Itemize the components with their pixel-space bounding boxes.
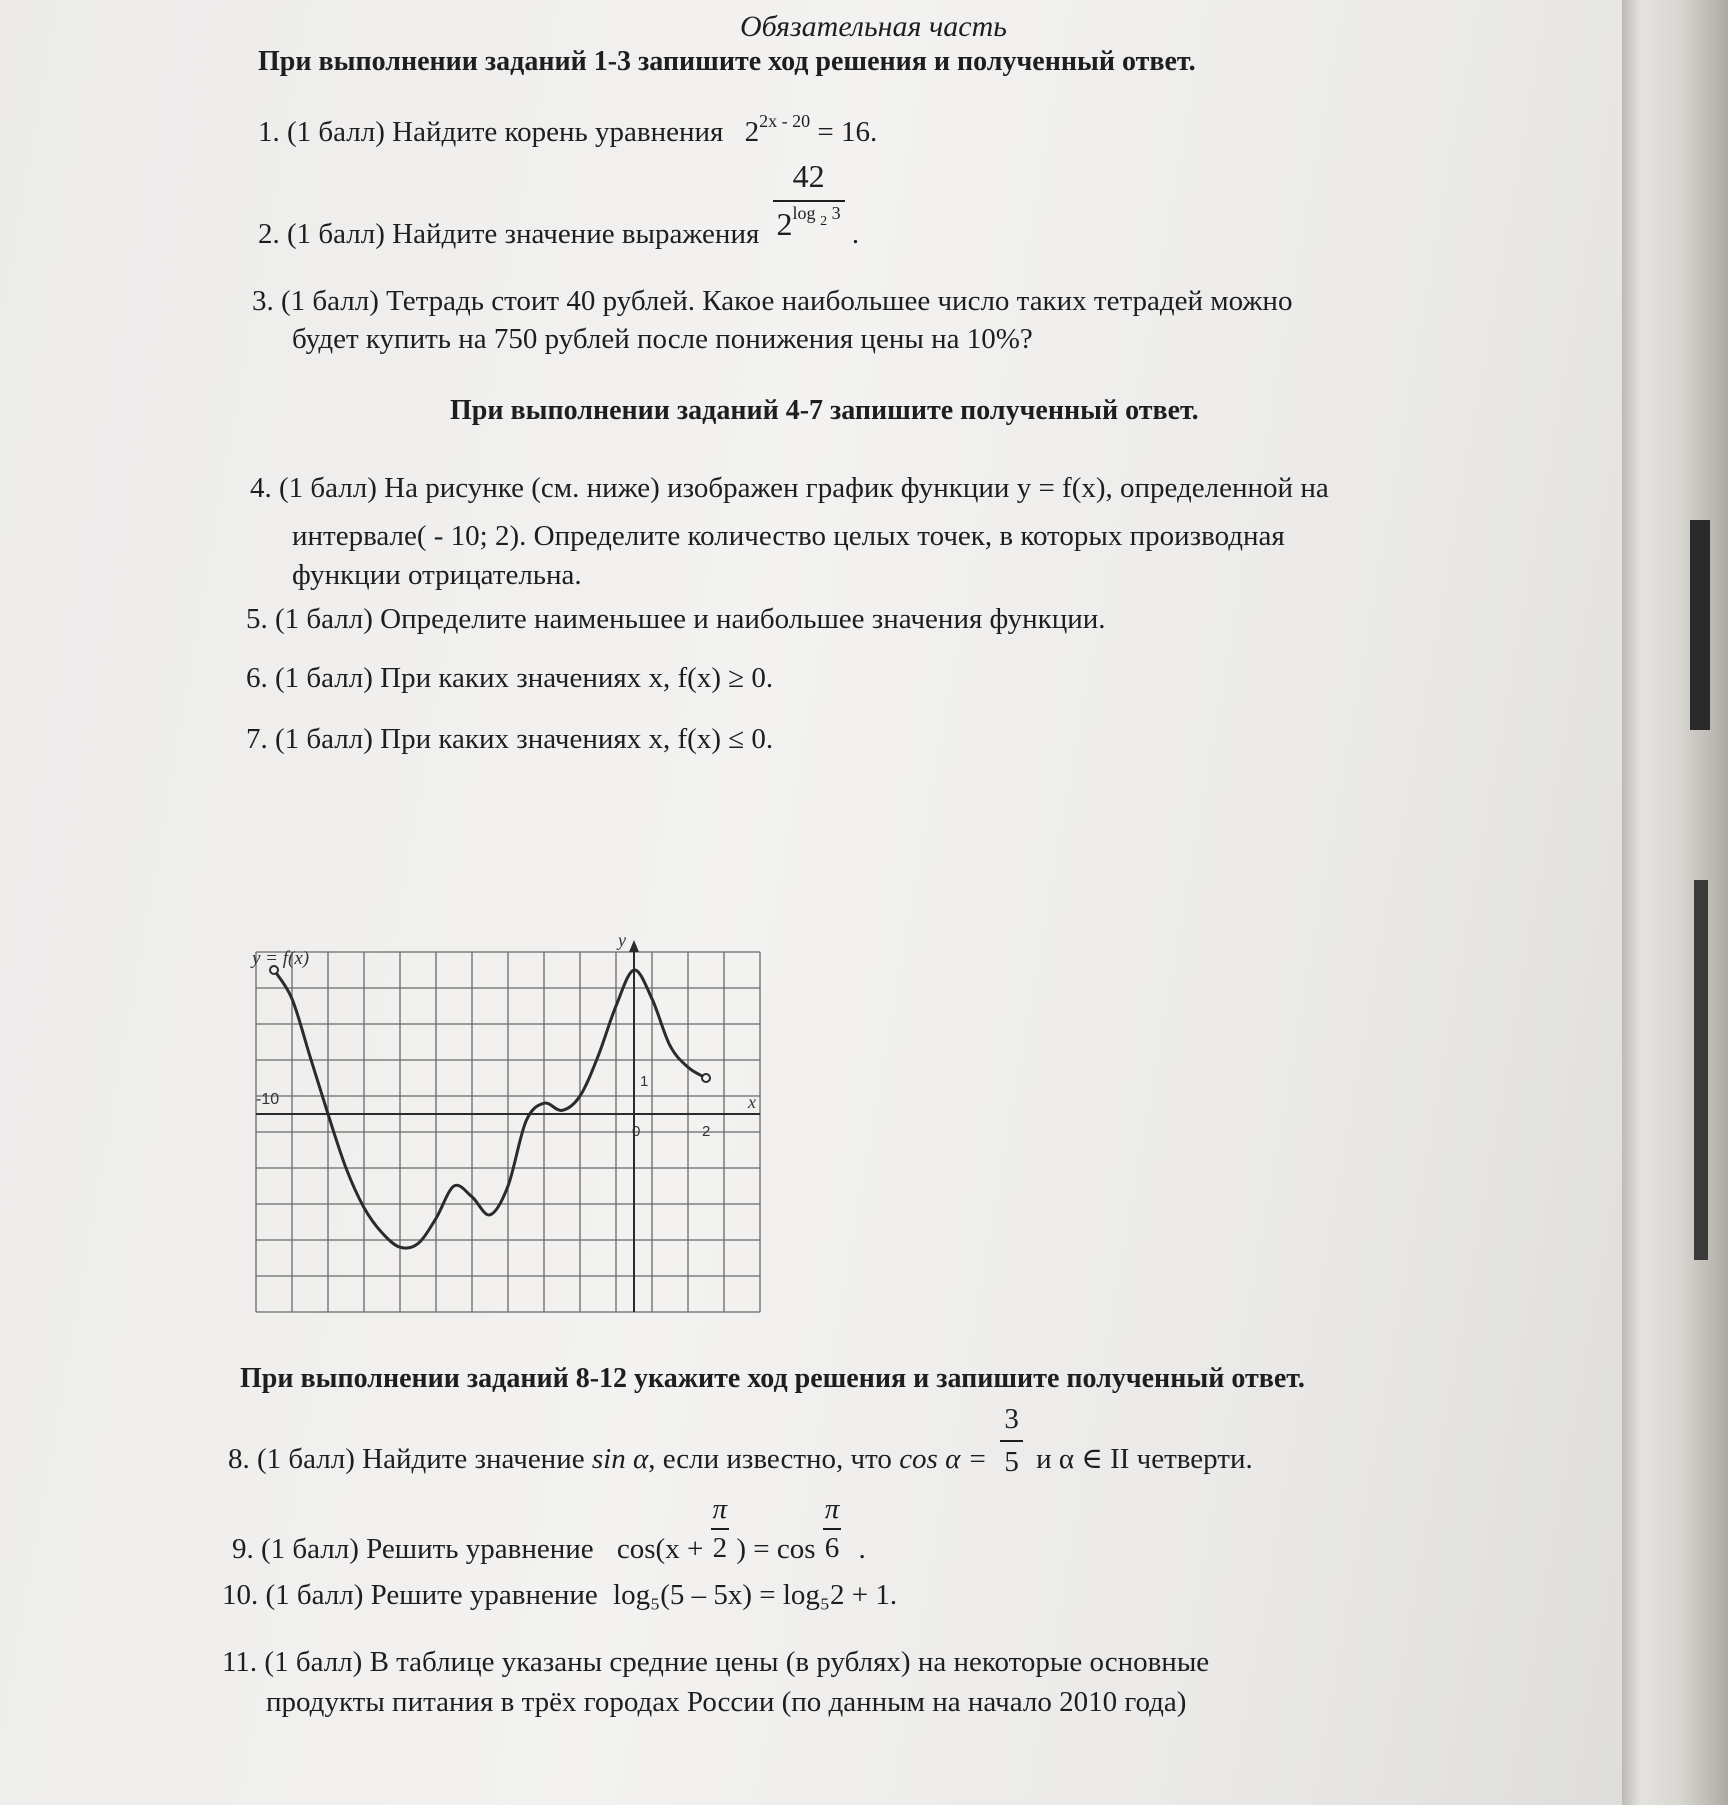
task-2-fraction <box>773 160 845 241</box>
section-title: Обязательная часть <box>740 10 1007 43</box>
task-4-line-2: интервале( - 10; 2). Определите количество целых точек, в которых производная <box>292 520 1285 552</box>
tick-label-2: 2 <box>702 1123 711 1140</box>
task-8-numerator: 3 <box>1000 1405 1023 1442</box>
function-graph <box>232 930 756 1312</box>
task-9-fraction-pi-6 <box>823 1495 842 1563</box>
tick-label-0: 0 <box>632 1123 641 1140</box>
task-10-text: 10. (1 балл) Решите уравнение <box>222 1579 598 1611</box>
instructions-1-3: При выполнении заданий 1-3 запишите ход решения и полученный ответ. <box>258 46 1196 77</box>
task-9-cos-left: cos(x + <box>616 1532 704 1565</box>
task-2-den-base: 2 <box>776 206 793 242</box>
task-2-log-base: 2 <box>820 214 828 229</box>
task-3-line-2: будет купить на 750 рублей после понижения цены на 10%? <box>292 323 1033 355</box>
instructions-4-7: При выполнении заданий 4-7 запишите полученный ответ. <box>450 395 1199 426</box>
task-2-log: log <box>792 203 816 223</box>
task-8-denominator: 5 <box>1004 1446 1019 1478</box>
task-9-fraction-pi-2 <box>711 1495 730 1563</box>
task-8-mid: , если известно, что <box>648 1442 892 1475</box>
task-10 <box>222 1581 897 1610</box>
task-9-six: 6 <box>824 1532 840 1564</box>
tick-label-minus-10: -10 <box>256 1091 280 1108</box>
task-1 <box>258 111 878 148</box>
open-endpoint-right <box>702 1074 710 1082</box>
task-9-text: 9. (1 балл) Решить уравнение <box>232 1532 594 1565</box>
tick-label-1: 1 <box>640 1073 649 1090</box>
instructions-8-12: При выполнении заданий 8-12 укажите ход решения и запишите полученный ответ. <box>240 1363 1305 1394</box>
task-11-line-2: продукты питания в трёх городах России (по данным на начало 2010 года) <box>266 1686 1187 1718</box>
graph-grid <box>256 952 760 1312</box>
y-axis-label: y <box>618 930 626 950</box>
task-2-text: 2. (1 балл) Найдите значение выражения <box>258 218 760 251</box>
task-1-base: 2 <box>744 116 760 148</box>
task-2-log-arg: 3 <box>831 203 841 223</box>
x-axis-label: x <box>748 1092 756 1112</box>
binding-edge-lower <box>1694 880 1708 1260</box>
task-4-line-1: 4. (1 балл) На рисунке (см. ниже) изображен график функции y = f(x), определенной на <box>250 472 1329 504</box>
task-1-exponent: 2x - 20 <box>759 111 811 131</box>
task-9-pi-2: π <box>823 1495 842 1530</box>
task-7: 7. (1 балл) При каких значениях x, f(x) ≤ 0. <box>246 723 774 755</box>
task-9 <box>232 1495 866 1563</box>
task-8-post: и α ∈ II четверти. <box>1036 1442 1253 1475</box>
y-axis-arrow <box>629 940 639 952</box>
task-9-end: . <box>858 1532 866 1565</box>
task-8 <box>228 1405 1253 1477</box>
task-10-equation: log₅(5 – 5x) = log₅2 + 1. <box>613 1579 898 1611</box>
task-2 <box>258 158 860 251</box>
task-9-two: 2 <box>712 1532 728 1564</box>
task-8-cos: cos α = <box>899 1442 988 1475</box>
task-8-fraction <box>1000 1405 1023 1477</box>
task-8-sin: sin α <box>591 1442 649 1475</box>
task-2-denominator <box>773 202 845 241</box>
function-curve <box>274 970 706 1248</box>
task-2-end: . <box>851 218 860 251</box>
page-stack-edge <box>1622 0 1728 1805</box>
task-4-line-3: функции отрицательна. <box>292 559 582 591</box>
task-2-den-exp <box>792 203 841 229</box>
task-9-cos-right: ) = cos <box>736 1532 816 1565</box>
task-2-numerator: 42 <box>773 160 845 202</box>
task-6: 6. (1 балл) При каких значениях x, f(x) ≥ 0. <box>246 662 774 694</box>
task-11-line-1: 11. (1 балл) В таблице указаны средние цены (в рублях) на некоторые основные <box>222 1646 1210 1678</box>
task-1-rest: = 16. <box>817 116 878 148</box>
task-8-text: 8. (1 балл) Найдите значение <box>228 1442 585 1475</box>
graph-title: y = f(x) <box>252 948 310 969</box>
task-1-text: 1. (1 балл) Найдите корень уравнения <box>258 116 724 148</box>
task-3-line-1: 3. (1 балл) Тетрадь стоит 40 рублей. Какое наибольшее число таких тетрадей можно <box>252 285 1293 317</box>
task-9-pi-1: π <box>711 1495 730 1530</box>
binding-edge <box>1690 520 1710 730</box>
task-5: 5. (1 балл) Определите наименьшее и наибольшее значения функции. <box>246 603 1106 635</box>
